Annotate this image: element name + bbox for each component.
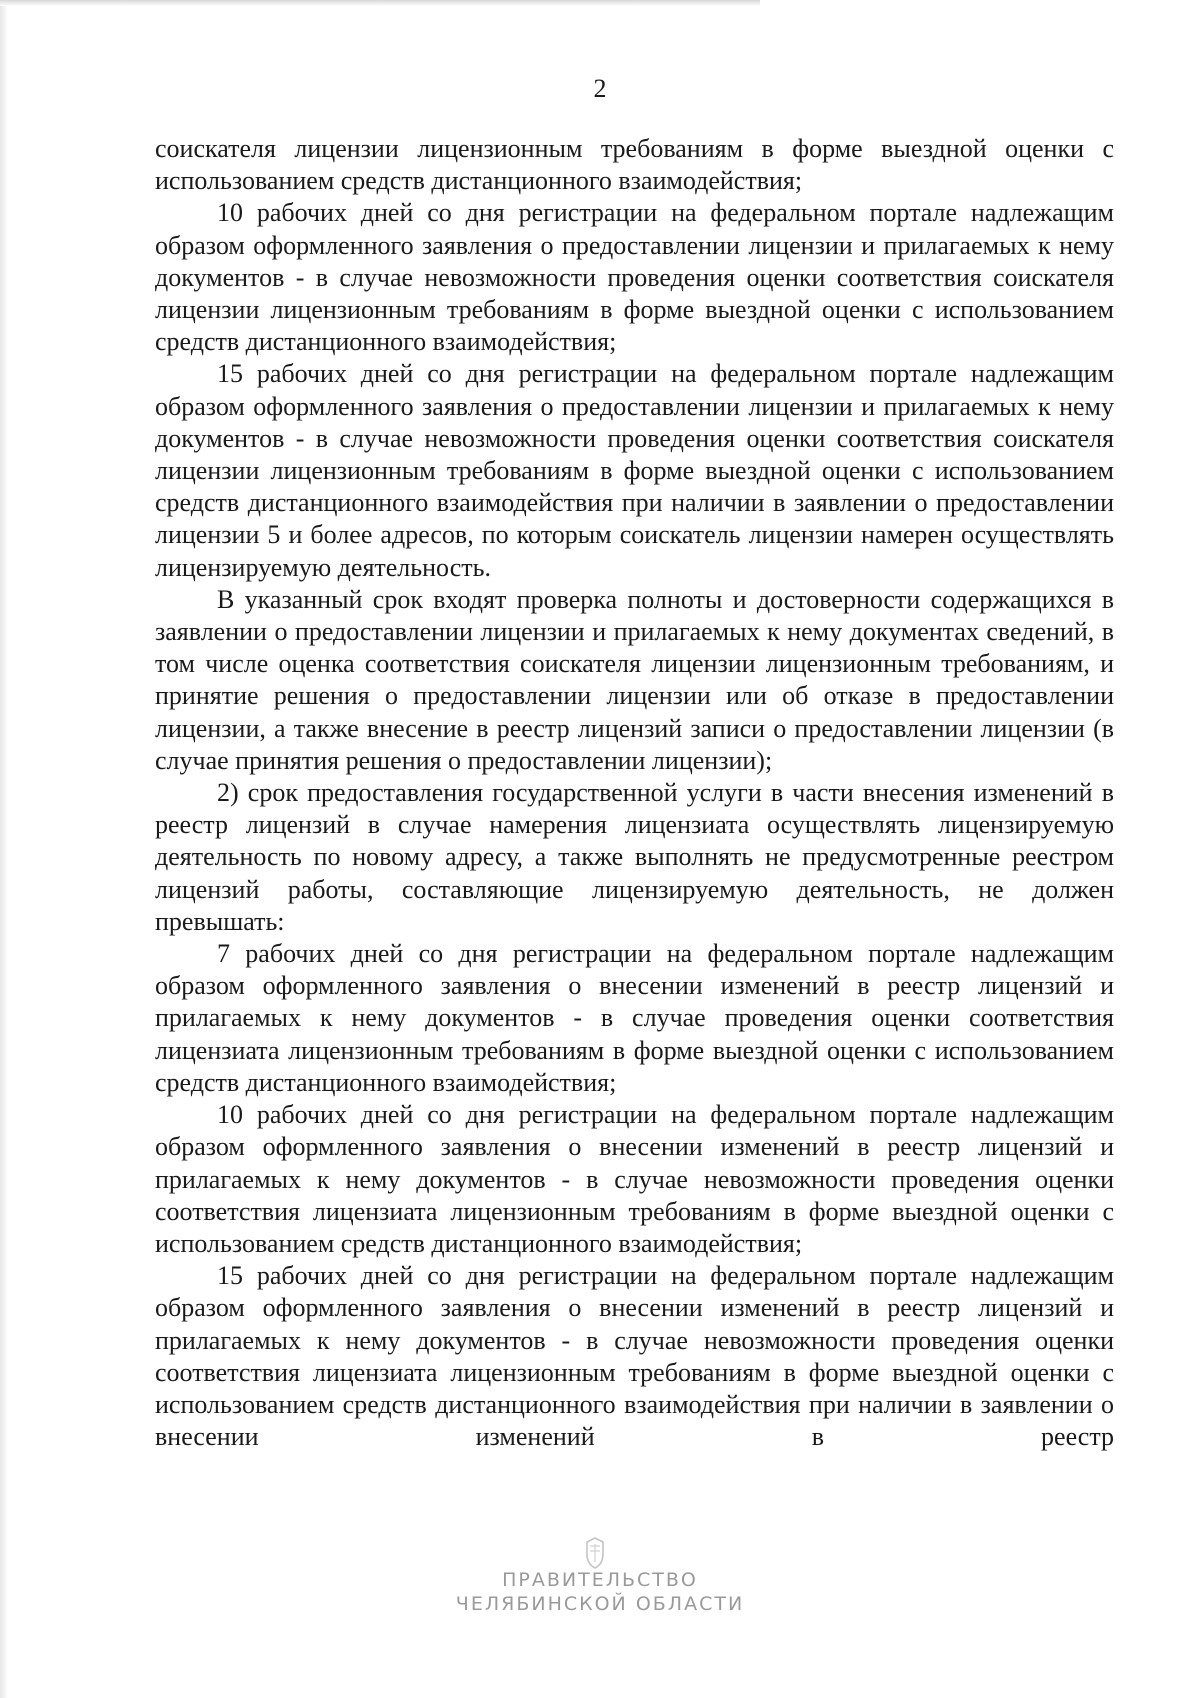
coat-of-arms-icon — [575, 1536, 615, 1570]
paragraph-2: 10 рабочих дней со дня регистрации на федеральном портале надлежащим образом оформленного заявления о предоставлении лицензии и прилагаемых к нему документов - в случае невозможности проведения оценки соответствия соискателя лицензии лицензионным требованиям в форме выездной оценки с использованием средств дистанционного взаимодействия; — [155, 198, 1114, 357]
scan-edge-top — [0, 0, 760, 6]
paragraph-5: 2) срок предоставления государственной услуги в части внесения изменений в реестр лицензий в случае намерения лицензиата осуществлять лицензируемую деятельность по новому адресу, а также выполнять не предусмотренные реестром лицензий работы, составляющие лицензируемую деятельность, не должен превышать: — [155, 778, 1114, 936]
paragraph-4: В указанный срок входят проверка полноты и достоверности содержащихся в заявлении о предоставлении лицензии и прилагаемых к нему документах сведений, в том числе оценка соответствия соискателя лицензии лицензионным требованиям, и принятие решения о предоставлении лицензии или об отказе в предоставлении лицензии, а также внесение в реестр лицензий записи о предоставлении лицензии (в случае принятия решения о предоставлении лицензии); — [155, 584, 1114, 775]
scan-edge-left — [0, 0, 8, 1698]
paragraph-7: 10 рабочих дней со дня регистрации на федеральном портале надлежащим образом оформленного заявления о внесении изменений в реестр лицензий и прилагаемых к нему документов - в случае невозможности проведения оценки соответствия лицензиата лицензионным требованиям в форме выездной оценки с использованием средств дистанционного взаимодействия; — [155, 1100, 1114, 1258]
page-number: 2 — [593, 74, 607, 103]
paragraph-8: 15 рабочих дней со дня регистрации на федеральном портале надлежащим образом оформленного заявления о внесении изменений в реестр лицензий и прилагаемых к нему документов - в случае невозможности проведения оценки соответствия лицензиата лицензионным требованиям в форме выездной оценки с использованием средств дистанционного взаимодействия при наличии в заявлении о внесении изменений в реестр — [155, 1261, 1114, 1452]
paragraph-3: 15 рабочих дней со дня регистрации на федеральном портале надлежащим образом оформленного заявления о предоставлении лицензии и прилагаемых к нему документов - в случае невозможности проведения оценки соответствия соискателя лицензии лицензионным требованиям в форме выездной оценки с использованием средств дистанционного взаимодействия при наличии в заявлении о предоставлении лицензии 5 и более адресов, по которым соискатель лицензии намерен осуществлять лицензируемую деятельность. — [155, 359, 1114, 582]
paragraph-6: 7 рабочих дней со дня регистрации на федеральном портале надлежащим образом оформленного заявления о внесении изменений в реестр лицензий и прилагаемых к нему документов - в случае проведения оценки соответствия лицензиата лицензионным требованиям в форме выездной оценки с использованием средств дистанционного взаимодействия; — [155, 939, 1114, 1097]
paragraph-1: соискателя лицензии лицензионным требованиям в форме выездной оценки с использованием средств дистанционного взаимодействия; — [155, 134, 1114, 196]
watermark-line-1: ПРАВИТЕЛЬСТВО — [502, 1569, 698, 1591]
watermark-line-2: ЧЕЛЯБИНСКОЙ ОБЛАСТИ — [455, 1593, 745, 1615]
government-watermark — [0, 1568, 1200, 1616]
document-body — [155, 133, 1114, 1453]
